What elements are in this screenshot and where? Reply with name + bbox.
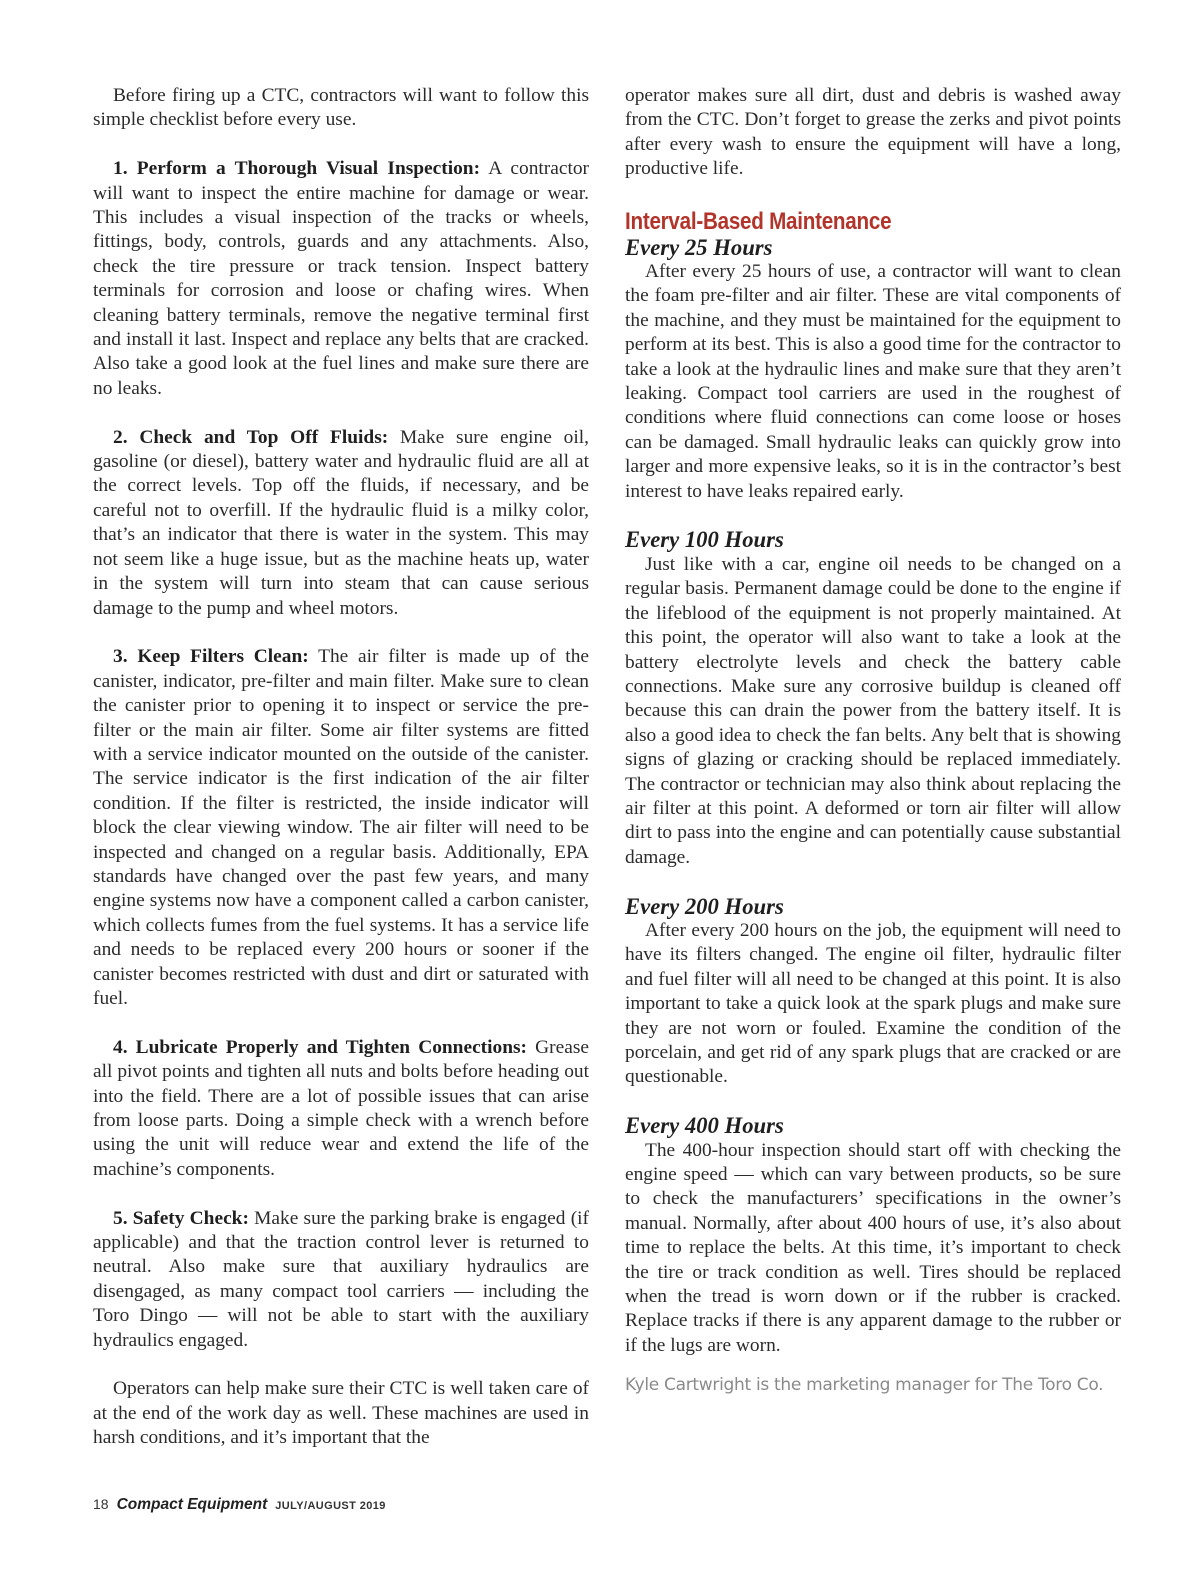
interval-heading-25: Every 25 Hours (625, 234, 773, 260)
checklist-item-1 (93, 157, 589, 401)
checklist-item-4-heading: 4. Lubricate Properly and Tighten Connections: (113, 1036, 528, 1058)
section-title: Interval-Based Maintenance (625, 207, 892, 235)
page-footer (93, 1496, 386, 1514)
intro-paragraph: Before firing up a CTC, contractors will want to follow this simple checklist before every use. (93, 85, 589, 131)
checklist-item-5 (93, 1207, 589, 1353)
checklist-item-2 (93, 426, 589, 621)
checklist-item-3-heading: 3. Keep Filters Clean: (113, 646, 309, 668)
interval-text-400: The 400-hour inspection should start off with checking the engine speed — which can vary between products, so be sure to check the manufacturers’ specifications in the owner’s manual. Normally, after about 400 hours of use, it’s also about time to replace the belts. At this time, it’s important to check the tire or track condition as well. Tires should be replaced when the tread is worn down or if the rubber is cracked. Replace tracks if there is any apparent damage to the rubber or if the lugs are worn. (625, 1139, 1121, 1356)
checklist-item-4-text: Grease all pivot points and tighten all nuts and bolts before heading out into the field. There are a lot of possible issues that can arise from loose parts. Doing a simple check with a wrench before using the unit will reduce wear and extend the life of the machine’s components. (93, 1036, 589, 1180)
left-column (93, 84, 589, 1451)
page-number: 18 (93, 1496, 109, 1512)
closing-paragraph: Operators can help make sure their CTC is well taken care of at the end of the work day as well. These machines are used in harsh conditions, and it’s important that the (93, 1378, 589, 1449)
checklist-item-1-heading: 1. Perform a Thorough Visual Inspection: (113, 158, 481, 180)
author-byline: Kyle Cartwright is the marketing manager for The Toro Co. (625, 1375, 1104, 1396)
checklist-item-2-text: Make sure engine oil, gasoline (or diesel), battery water and hydraulic fluid are all at the correct levels. Top off the fluids, if necessary, and be careful not to overfill. If the hydraulic fluid is a milky color, that’s an indicator that there is water in the system. This may not seem like a huge issue, but as the machine heats up, water in the system will turn into steam that can cause serious damage to the pump and wheel motors. (93, 426, 589, 619)
right-column (625, 84, 1121, 1396)
checklist-item-3-text: The air filter is made up of the canister, indicator, pre-filter and main filter. Make sure to clean the canister prior to opening it to inspect or service the pre-filter or the main air filter. Some air filter systems are fitted with a service indicator mounted on the outside of the canister. The service indicator is the first indication of the air filter condition. If the filter is restricted, the inside indicator will block the clear viewing window. The air filter will need to be inspected and changed on a regular basis. Additionally, EPA standards have changed over the past few years, and many engine systems now have a component called a carbon canister, which collects fumes from the fuel systems. It has a service life and needs to be replaced every 200 hours or sooner if the canister becomes restricted with dust and dirt or saturated with fuel. (93, 646, 589, 1009)
continuation-paragraph: operator makes sure all dirt, dust and debris is washed away from the CTC. Don’t forget to grease the zerks and pivot points after every wash to ensure the equipment will have a long, productive life. (625, 85, 1121, 180)
interval-text-200: After every 200 hours on the job, the equipment will need to have its filters changed. The engine oil filter, hydraulic filter and fuel filter will all need to be changed at this point. It is also important to take a quick look at the spark plugs and make sure they are not worn or fouled. Examine the condition of the porcelain, and get rid of any spark plugs that are cracked or are questionable. (625, 919, 1121, 1088)
interval-text-100: Just like with a car, engine oil needs to be changed on a regular basis. Permanent damage could be done to the engine if the lifeblood of the equipment is not properly maintained. At this point, the operator will also want to take a look at the battery electrolyte levels and check the battery cable connections. Make sure any corrosive buildup is cleaned off because this can drain the power from the battery itself. It is also a good idea to check the fan belts. Any belt that is showing signs of glazing or cracking should be replaced immediately. The contractor or technician may also think about replacing the air filter at this point. A deformed or torn air filter will allow dirt to pass into the engine and can potentially cause substantial damage. (625, 553, 1121, 868)
checklist-item-1-text: A contractor will want to inspect the entire machine for damage or wear. This includes a visual inspection of the tracks or wheels, fittings, body, controls, guards and any attachments. Also, check the tire pressure or track tension. Inspect battery terminals for corrosion and loose or chafing wires. When cleaning battery terminals, remove the negative terminal first and install it last. Inspect and replace any belts that are cracked. Also take a good look at the fuel lines and make sure there are no leaks. (93, 158, 589, 399)
interval-heading-200: Every 200 Hours (625, 893, 784, 919)
checklist-item-5-heading: 5. Safety Check: (113, 1207, 249, 1229)
checklist-item-2-heading: 2. Check and Top Off Fluids: (113, 426, 389, 448)
checklist-item-3 (93, 645, 589, 1011)
magazine-name: Compact Equipment (116, 1496, 268, 1513)
interval-heading-100: Every 100 Hours (625, 527, 784, 553)
checklist-item-5-text: Make sure the parking brake is engaged (if applicable) and that the traction control lever is returned to neutral. Also make sure that auxiliary hydraulics are disengaged, as many compact tool carriers — including the Toro Dingo — will not be able to start with the auxiliary hydraulics engaged. (93, 1207, 589, 1351)
issue-date: JULY/AUGUST 2019 (275, 1500, 386, 1512)
checklist-item-4 (93, 1036, 589, 1182)
interval-text-25: After every 25 hours of use, a contractor will want to clean the foam pre-filter and air filter. These are vital components of the machine, and they must be maintained for the equipment to perform at its best. This is also a good time for the contractor to take a look at the hydraulic lines and make sure that they aren’t leaking. Compact tool carriers are used in the roughest of conditions where fluid connections can come loose or hoses can be damaged. Small hydraulic leaks can quickly grow into larger and more expensive leaks, so it is in the contractor’s best interest to have leaks repaired early. (625, 261, 1121, 502)
interval-heading-400: Every 400 Hours (625, 1113, 784, 1139)
